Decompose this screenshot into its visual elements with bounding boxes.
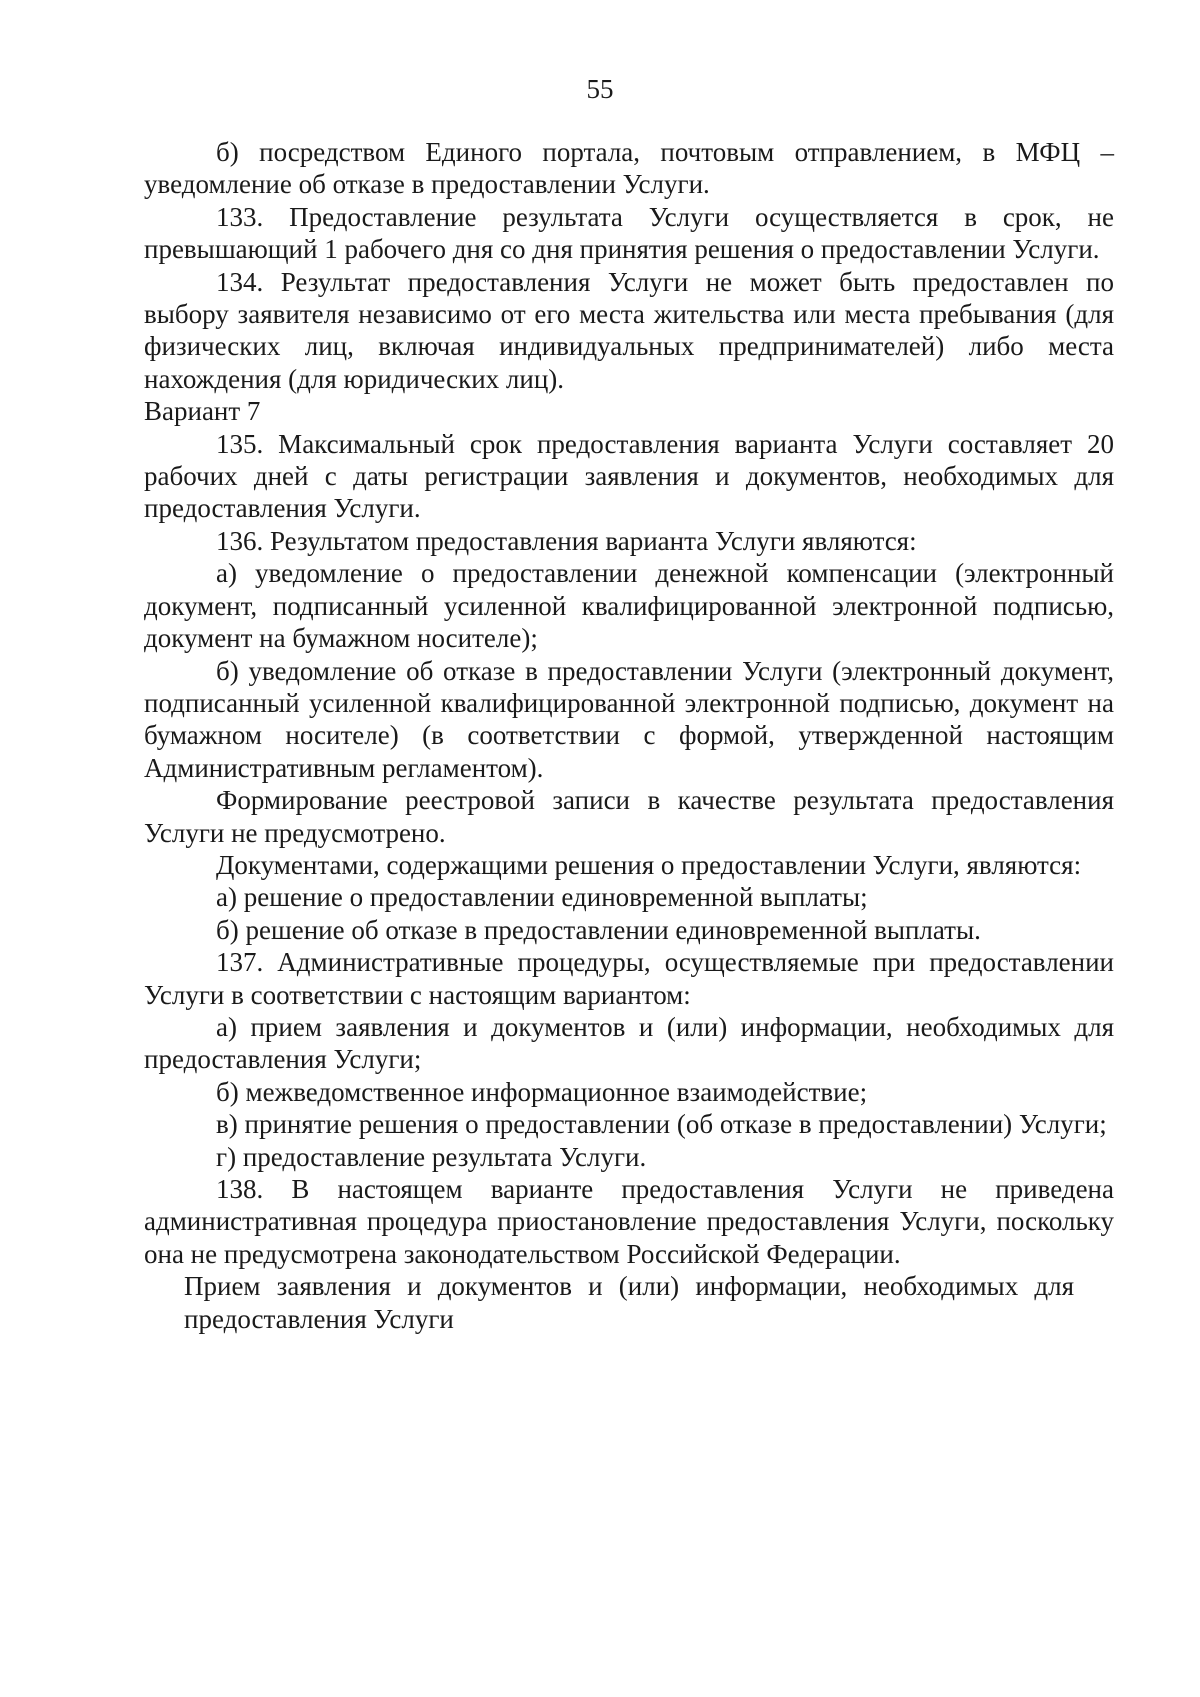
paragraph-133: 133. Предоставление результата Услуги осуществляется в срок, не превышающий 1 рабочего дня со дня принятия решения о предоставлении Услуги. bbox=[144, 201, 1114, 265]
paragraph-registry-record: Формирование реестровой записи в качестве результата предоставления Услуги не предусмотрено. bbox=[144, 785, 1114, 848]
paragraph-137-v: в) принятие решения о предоставлении (об отказе в предоставлении) Услуги; bbox=[216, 1109, 1107, 1140]
paragraph-137-b: б) межведомственное информационное взаимодействие; bbox=[216, 1076, 868, 1107]
paragraph-136-a: а) уведомление о предоставлении денежной компенсации (электронный документ, подписанный усиленной квалифицированной электронной подписью, документ на бумажном носителе); bbox=[144, 558, 1114, 654]
paragraph-decision-a: а) решение о предоставлении единовременной выплаты; bbox=[216, 882, 868, 913]
paragraph-137-a: а) прием заявления и документов и (или) информации, необходимых для предоставления Услуги; bbox=[144, 1011, 1114, 1075]
paragraph-137-g: г) предоставление результата Услуги. bbox=[216, 1141, 647, 1172]
document-body bbox=[144, 136, 1114, 1335]
paragraph-136-b: б) уведомление об отказе в предоставлении Услуги (электронный документ, подписанный усиленной квалифицированной электронной подписью, документ на бумажном носителе) (в соответствии с формой, утвержденной настоящим Административным регламентом). bbox=[144, 655, 1114, 783]
page-number: 55 bbox=[586, 74, 614, 104]
paragraph-134: 134. Результат предоставления Услуги не может быть предоставлен по выбору заявителя независимо от его места жительства или места пребывания (для физических лиц, включая индивидуальных предпринимателей) либо места нахождения (для юридических лиц). bbox=[144, 266, 1114, 394]
paragraph-137: 137. Административные процедуры, осуществляемые при предоставлении Услуги в соответствии с настоящим вариантом: bbox=[144, 947, 1114, 1010]
paragraph-item-b-notice: б) посредством Единого портала, почтовым отправлением, в МФЦ – уведомление об отказе в предоставлении Услуги. bbox=[144, 137, 1114, 200]
paragraph-decision-documents: Документами, содержащими решения о предоставлении Услуги, являются: bbox=[216, 849, 1082, 880]
paragraph-decision-b: б) решение об отказе в предоставлении единовременной выплаты. bbox=[216, 914, 981, 945]
section-heading-variant-7: Вариант 7 bbox=[144, 396, 261, 427]
paragraph-138: 138. В настоящем варианте предоставления Услуги не приведена административная процедура приостановление предоставления Услуги, поскольку она не предусмотрена законодательством Российской Федерации. bbox=[144, 1174, 1114, 1269]
paragraph-135: 135. Максимальный срок предоставления варианта Услуги составляет 20 рабочих дней с даты регистрации заявления и документов, необходимых для предоставления Услуги. bbox=[144, 428, 1114, 524]
paragraph-136: 136. Результатом предоставления варианта Услуги являются: bbox=[216, 525, 917, 556]
section-heading-application-intake: Прием заявления и документов и (или) информации, необходимых для предоставления Услуги bbox=[184, 1271, 1074, 1334]
